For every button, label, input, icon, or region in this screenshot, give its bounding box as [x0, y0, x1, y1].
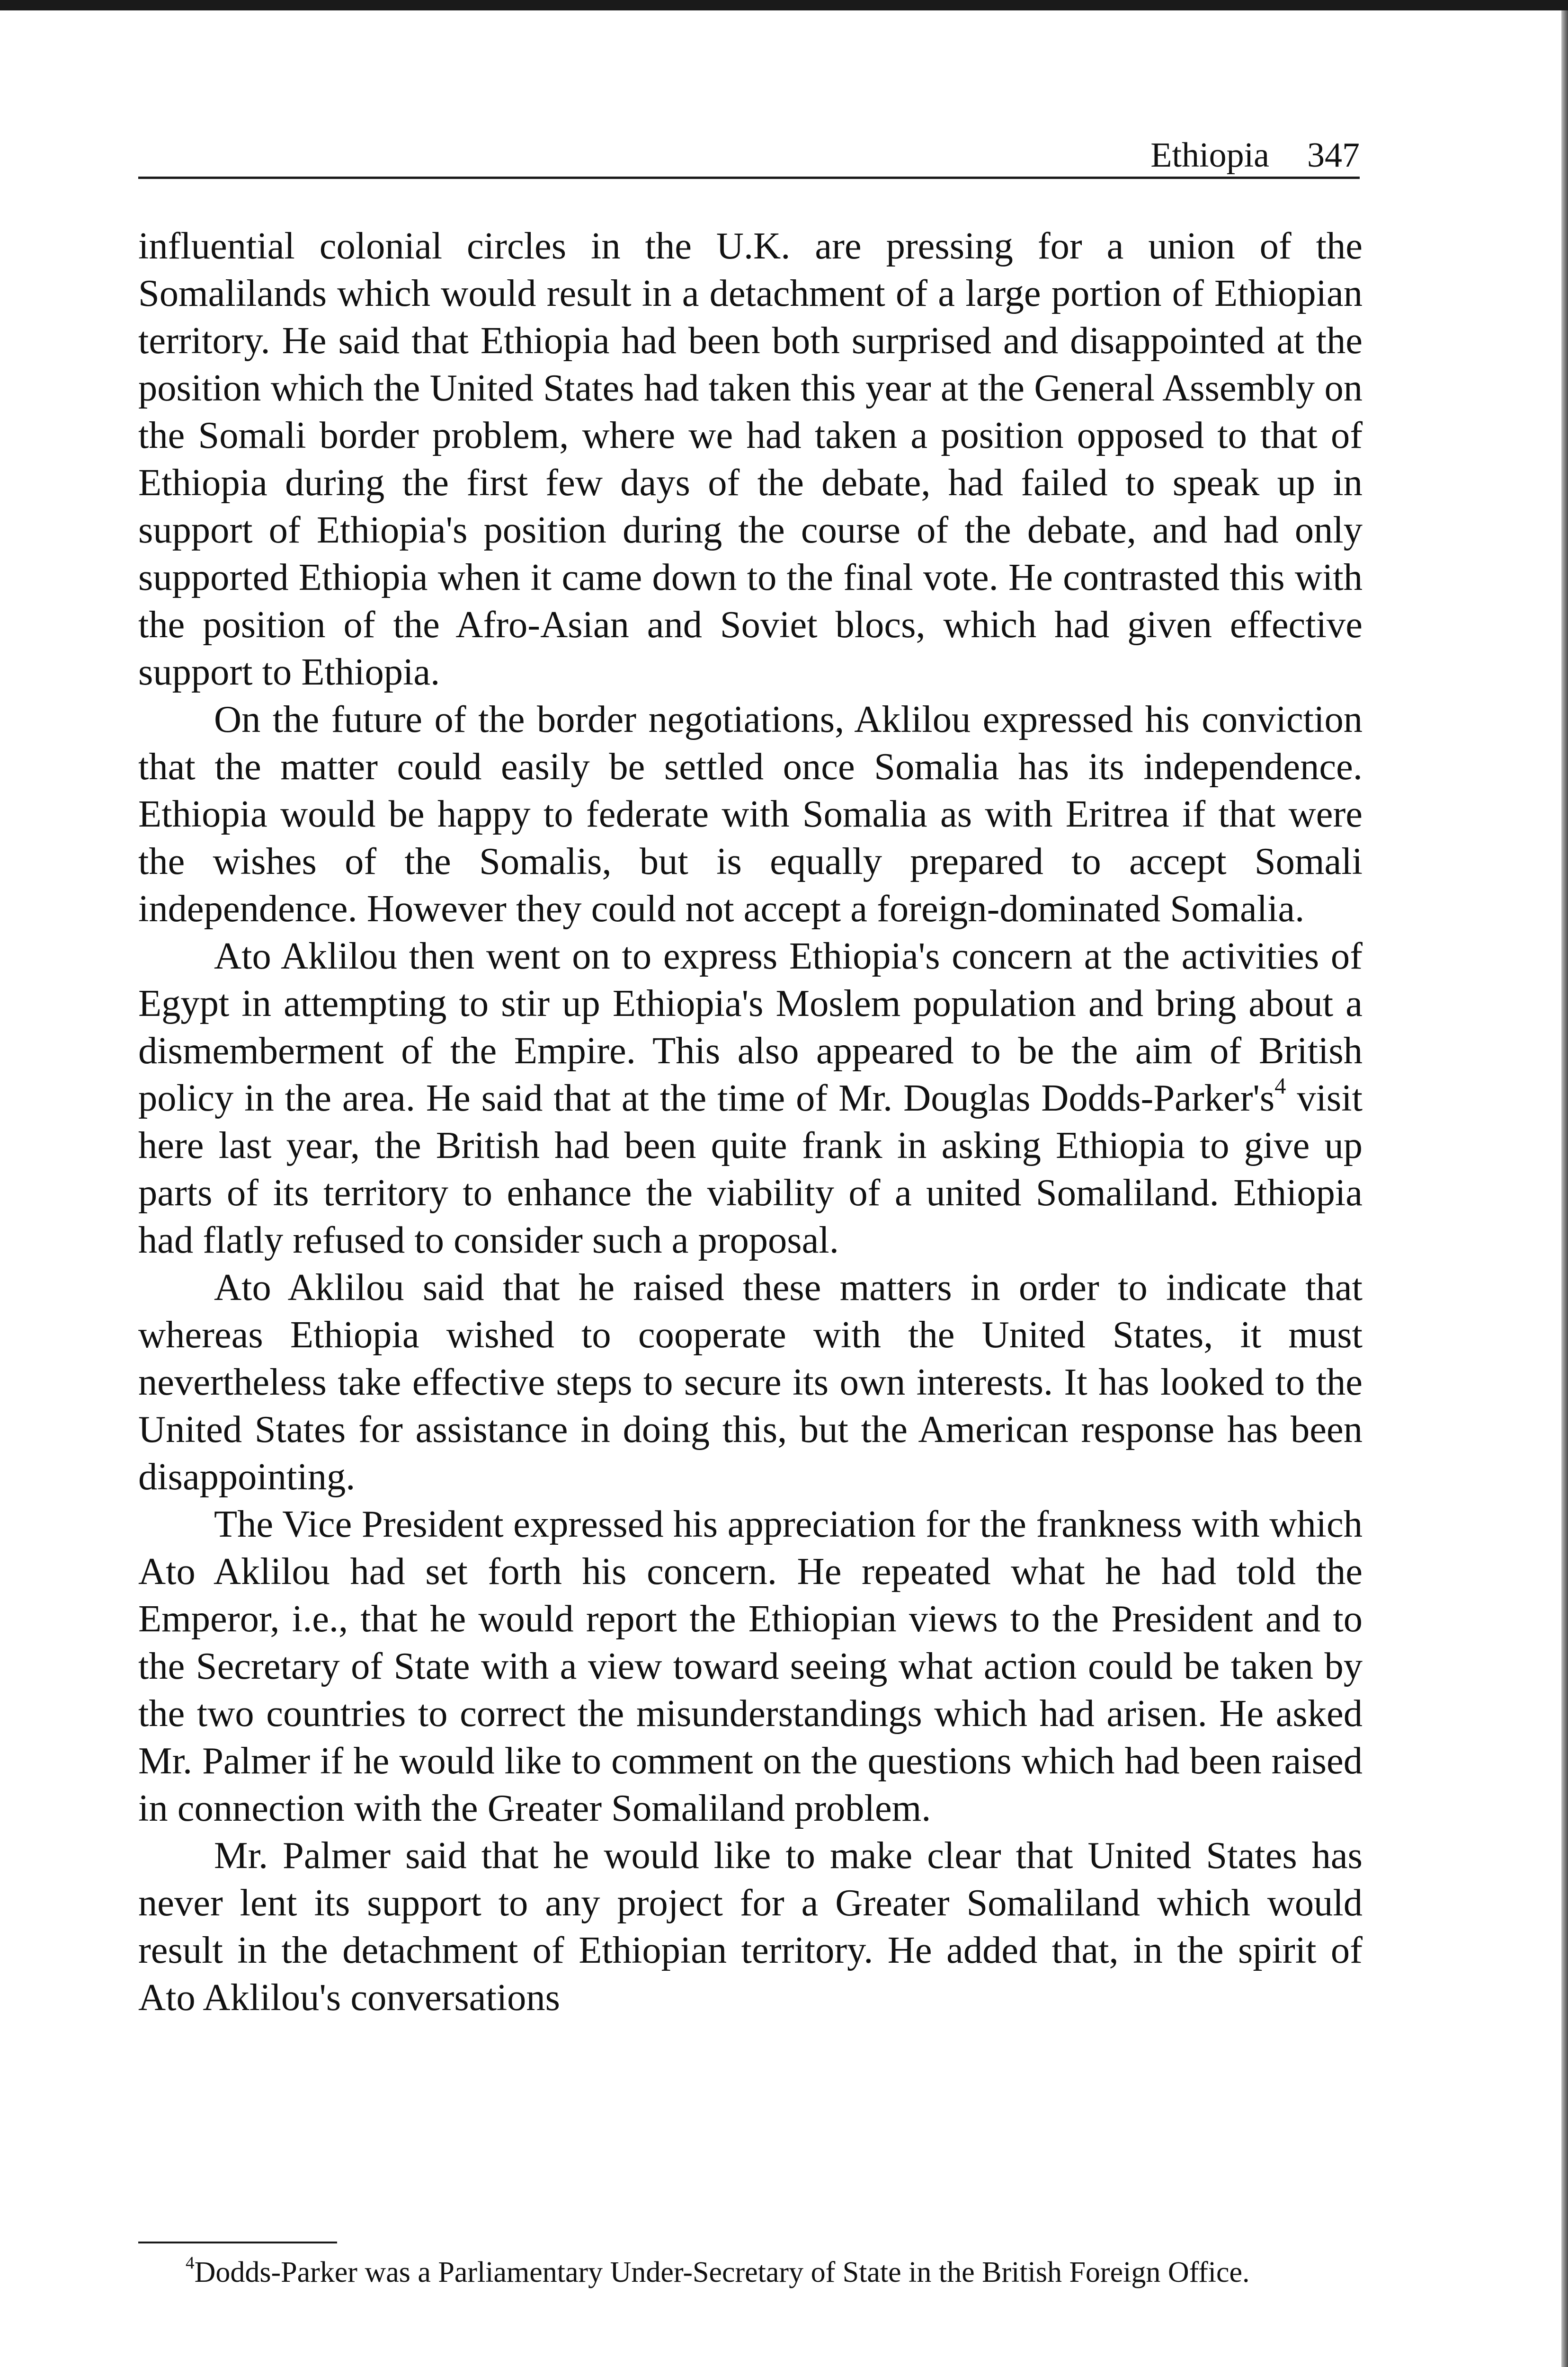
scan-right-edge: [1561, 10, 1568, 2367]
main-text: [138, 222, 1363, 2021]
running-title: Ethiopia: [1150, 136, 1269, 175]
running-header: [138, 138, 1360, 179]
paragraph-3-part-1: Ato Aklilou then went on to express Ethiopia's concern at the activities of Egypt in attempting to stir up Ethiopia's Moslem population and bring about a dismemberment of the Empire. This also appeared to be the aim of British policy in the area. He said that at the time of Mr. Douglas Dodds-Parker's: [138, 935, 1363, 1119]
footnote-reference: 4: [1274, 1073, 1286, 1099]
footnote-body: [138, 2254, 1363, 2290]
footnote: [138, 2254, 1363, 2290]
paragraph-2: On the future of the border negotiations, Aklilou expressed his conviction that the matter could easily be settled once Somalia has its independence. Ethiopia would be happy to federate with Somalia as with Eritrea if that were the wishes of the Somalis, but is equally prepared to accept Somali independence. However they could not accept a foreign-dominated Somalia.: [138, 698, 1363, 930]
paragraph-4: Ato Aklilou said that he raised these matters in order to indicate that whereas Ethiopia wished to cooperate with the United States, it must nevertheless take effective steps to secure its own interests. It has looked to the United States for assistance in doing this, but the American response has been disappointing.: [138, 1266, 1363, 1498]
page-number: 347: [1307, 136, 1360, 175]
paragraph-3-part-2: visit here last year, the British had been quite frank in asking Ethiopia to give up parts of its territory to enhance the viability of a united Somaliland. Ethiopia had flatly refused to consider such a proposal.: [138, 1077, 1363, 1261]
footnote-divider: [138, 2242, 337, 2243]
scan-top-edge: [0, 0, 1568, 10]
footnote-number: 4: [186, 2253, 195, 2273]
paragraph-1: influential colonial circles in the U.K. are pressing for a union of the Somalilands which would result in a detachment of a large portion of Ethiopian territory. He said that Ethiopia had been both surprised and disappointed at the position which the United States had taken this year at the General Assembly on the Somali border problem, where we had taken a position opposed to that of Ethiopia during the first few days of the debate, had failed to speak up in support of Ethiopia's position during the course of the debate, and had only supported Ethiopia when it came down to the final vote. He contrasted this with the position of the Afro-Asian and Soviet blocs, which had given effective support to Ethiopia.: [138, 225, 1363, 693]
paragraph-3: [138, 933, 1363, 1264]
footnote-text: Dodds-Parker was a Parliamentary Under-Secretary of State in the British Foreign Office.: [194, 2256, 1250, 2288]
paragraph-5: The Vice President expressed his appreciation for the frankness with which Ato Aklilou had set forth his concern. He repeated what he had told the Emperor, i.e., that he would report the Ethiopian views to the President and to the Secretary of State with a view toward seeing what action could be taken by the two countries to correct the misunderstandings which had arisen. He asked Mr. Palmer if he would like to comment on the questions which had been raised in connection with the Greater Somaliland problem.: [138, 1503, 1363, 1829]
paragraph-6: Mr. Palmer said that he would like to make clear that United States has never lent its support to any project for a Greater Somaliland which would result in the detachment of Ethiopian territory. He added that, in the spirit of Ato Aklilou's conversations: [138, 1834, 1363, 2019]
